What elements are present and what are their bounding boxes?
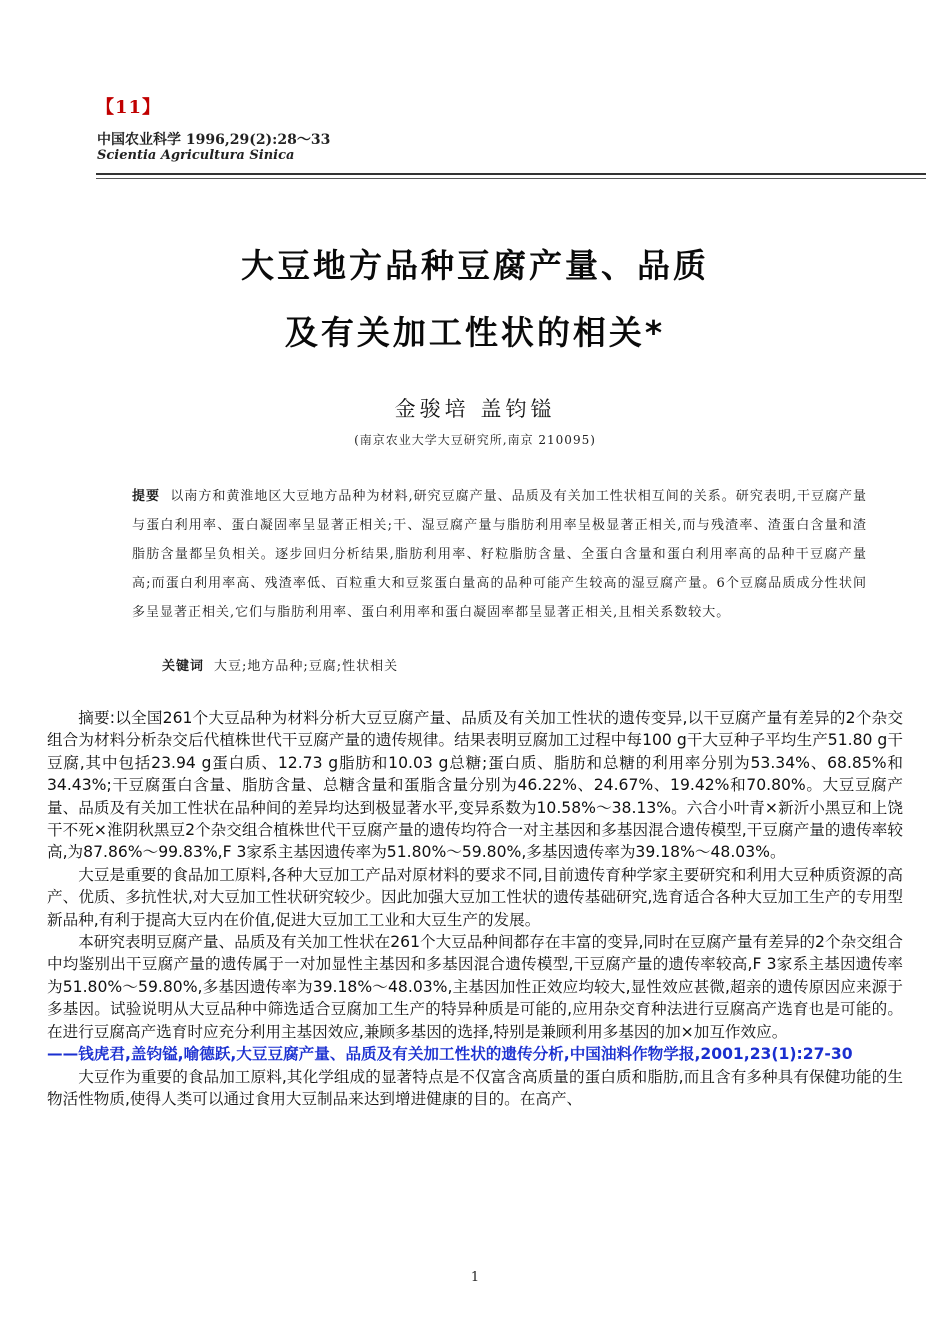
paper-title-line-1: 大豆地方品种豆腐产量、品质 bbox=[241, 246, 709, 285]
keywords-block bbox=[162, 655, 398, 674]
page-number: 1 bbox=[470, 1270, 480, 1285]
paper-title-line-2: 及有关加工性状的相关* bbox=[284, 313, 666, 352]
abstract-block bbox=[132, 482, 867, 627]
body-paragraph: 大豆作为重要的食品加工原料,其化学组成的显著特点是不仅富含高质量的蛋白质和脂肪,而且含有多种具有保健功能的生物活性物质,使得人类可以通过食用大豆制品来达到增进健康的目的。在高产、 bbox=[47, 1067, 903, 1108]
citation-line: ——钱虎君,盖钧镒,喻德跃,大豆豆腐产量、品质及有关加工性状的遗传分析,中国油料作物学报,2001,23(1):27-30 bbox=[47, 1045, 853, 1064]
body-paragraph: 摘要:以全国261个大豆品种为材料分析大豆豆腐产量、品质及有关加工性状的遗传变异,以干豆腐产量有差异的2个杂交组合为材料分析杂交后代植株世代干豆腐产量的遗传规律。结果表明豆腐加工过程中每100 g干大豆种子平均生产51.80 g干豆腐,其中包括23.94 g蛋白质、12.73 g脂肪和10.03 g总糖;蛋白质、脂肪和总糖的利用率分别为53.34%、68.85%和34.43%;干豆腐蛋白含量、脂肪含量、总糖含量和蛋脂含量分别为46.22%、24.67%、19.42%和70.80%。大豆豆腐产量、品质及有关加工性状在品种间的差异均达到极显著水平,变异系数为10.58%～38.13%。六合小叶青×新沂小黑豆和上饶干不死×淮阴秋黑豆2个杂交组合植株世代干豆腐产量的遗传均符合一对主基因和多基因混合遗传模型,干豆腐产量的遗传率较高,为87.86%～99.83%,F 3家系主基因遗传率为51.80%～59.80%,多基因遗传率为39.18%～48.03%。 bbox=[47, 709, 903, 862]
reference-number: 【11】 bbox=[96, 97, 162, 118]
header-rule bbox=[96, 173, 926, 175]
abstract-text: 以南方和黄淮地区大豆地方品种为材料,研究豆腐产量、品质及有关加工性状相互间的关系。研究表明,干豆腐产量与蛋白利用率、蛋白凝固率呈显著正相关;干、湿豆腐产量与脂肪利用率呈极显著正相关,而与残渣率、渣蛋白含量和渣脂肪含量都呈负相关。逐步回归分析结果,脂肪利用率、籽粒脂肪含量、全蛋白含量和蛋白利用率高的品种干豆腐产量高;而蛋白利用率高、残渣率低、百粒重大和豆浆蛋白量高的品种可能产生较高的湿豆腐产量。6个豆腐品质成分性状间多呈显著正相关,它们与脂肪利用率、蛋白利用率和蛋白凝固率都呈显著正相关,且相关系数较大。 bbox=[132, 489, 868, 620]
body-paragraph: 大豆是重要的食品加工原料,各种大豆加工产品对原材料的要求不同,目前遗传育种学家主要研究和利用大豆种质资源的高产、优质、多抗性状,对大豆加工性状研究较少。因此加强大豆加工性状的遗传基础研究,选育适合各种大豆加工生产的专用型新品种,有利于提高大豆内在价值,促进大豆加工工业和大豆生产的发展。 bbox=[47, 865, 903, 929]
journal-name-english: Scientia Agricultura Sinica bbox=[97, 148, 295, 163]
keywords-text: 大豆;地方品种;豆腐;性状相关 bbox=[214, 659, 399, 674]
authors: 金骏培 盖钧镒 bbox=[394, 397, 556, 421]
journal-citation: 中国农业科学 1996,29(2):28～33 bbox=[97, 132, 331, 148]
keywords-label: 关键词 bbox=[162, 659, 205, 674]
header-rule-thin bbox=[96, 178, 926, 179]
body-paragraph: 本研究表明豆腐产量、品质及有关加工性状在261个大豆品种间都存在丰富的变异,同时在豆腐产量有差异的2个杂交组合中均鉴别出干豆腐产量的遗传属于一对加显性主基因和多基因混合遗传模型,干豆腐产量的遗传率较高,F 3家系主基因遗传率为51.80%～59.80%,多基因遗传率为39.18%～48.03%,主基因加性正效应均较大,显性效应甚微,超亲的遗传原因应来源于多基因。试验说明从大豆品种中筛选适合豆腐加工生产的特异种质是可能的,应用杂交育种法进行豆腐高产选育也是可能的。在进行豆腐高产选育时应充分利用主基因效应,兼顾多基因的选择,特别是兼顾利用多基因的加×加互作效应。 bbox=[47, 933, 903, 1041]
affiliation: (南京农业大学大豆研究所,南京 210095) bbox=[354, 433, 596, 447]
abstract-label: 提要 bbox=[132, 489, 161, 504]
body-text bbox=[47, 707, 903, 1110]
